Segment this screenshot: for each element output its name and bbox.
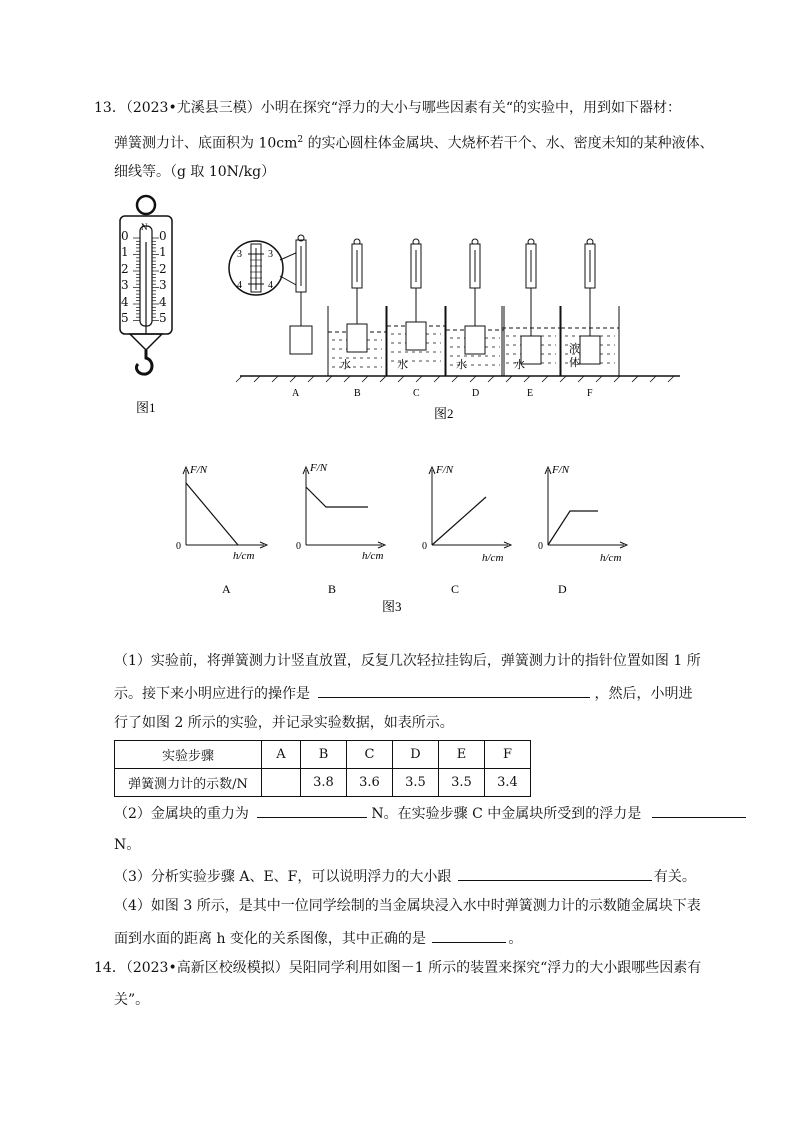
- fig2-liquid-f2: 体: [569, 357, 580, 369]
- fig2-beaker-setup: [446, 239, 504, 376]
- table-cell: 3.4: [485, 769, 531, 797]
- fig1-right-tick: 5: [159, 311, 167, 326]
- q13-stem-sup: 2: [297, 135, 304, 145]
- answer-blank-2[interactable]: [257, 803, 367, 818]
- fig3-d-yaxis: F/N: [552, 464, 570, 476]
- fig3-a-xaxis: h/cm: [233, 550, 255, 562]
- fig2-liquid-f1: 液: [569, 343, 580, 355]
- fig3-a-origin: 0: [176, 541, 181, 552]
- fig2-water-c: 水: [397, 359, 408, 371]
- fig3-a-label: A: [222, 582, 231, 596]
- table-cell: 3.8: [301, 769, 347, 797]
- fig2-water-b: 水: [340, 359, 351, 371]
- fig3-c-label: C: [451, 582, 460, 596]
- q14-stem-line1: [94, 958, 701, 978]
- fig3-a-yaxis: F/N: [190, 464, 208, 476]
- q13-stem-line1: [94, 98, 681, 118]
- fig3-b-yaxis: F/N: [310, 462, 328, 474]
- fig3-c-line: [432, 497, 486, 545]
- fig1-left-tick: 1: [121, 245, 129, 260]
- q13-part4-line2: [114, 928, 522, 949]
- answer-blank-3[interactable]: [652, 803, 746, 818]
- fig3-d-line: [548, 511, 598, 545]
- table-cell: 弹簧测力计的示数/N: [115, 769, 262, 797]
- experiment-data-table: [114, 740, 531, 797]
- q14-stem-line2: [114, 990, 149, 1010]
- table-cell: E: [439, 741, 485, 769]
- fig1-caption: 图1: [136, 400, 156, 415]
- figure-3-graphs: [160, 455, 640, 615]
- fig1-right-tick: 3: [159, 278, 167, 293]
- fig1-left-tick: 2: [121, 261, 129, 276]
- q13-part3-text-b: 有关。: [653, 869, 696, 885]
- fig1-unit: N: [141, 222, 148, 232]
- table-cell: C: [347, 741, 393, 769]
- q13-stem-text2b: 的实心圆柱体金属块、大烧杯若干个、水、密度未知的某种液体、: [303, 135, 714, 152]
- fig1-right-tick: 4: [159, 294, 167, 309]
- q13-part2-line2: [114, 835, 140, 855]
- spring-scale-ring-icon: [137, 196, 155, 214]
- fig2-zoom-tick: 4: [237, 280, 242, 291]
- table-cell: 实验步骤: [115, 741, 262, 769]
- fig2-label-c: C: [413, 388, 420, 399]
- fig2-water-d: 水: [456, 359, 467, 371]
- q13-part2-text-a: （2）金属块的重力为: [114, 806, 249, 822]
- fig2-label-e: E: [527, 388, 534, 399]
- fig2-zoom-circle: [229, 241, 298, 295]
- fig1-right-ticks: [159, 228, 171, 326]
- answer-blank-5[interactable]: [432, 928, 506, 943]
- q13-part3-text-a: （3）分析实验步骤 A、E、F，可以说明浮力的大小跟: [114, 869, 452, 885]
- answer-blank-1[interactable]: [318, 683, 590, 698]
- q13-stem-line2: [114, 130, 714, 154]
- table-cell: 3.6: [347, 769, 393, 797]
- spring-scale-hook-icon: [136, 350, 152, 374]
- fig3-d-xaxis: h/cm: [600, 552, 622, 564]
- q13-part1-line3: [114, 713, 454, 733]
- fig1-right-tick: 0: [159, 229, 167, 243]
- q13-part1-text3: 行了如图 2 所示的实验，并记录实验数据，如表所示。: [114, 715, 454, 731]
- fig2-zoom-tick: 4: [268, 280, 273, 291]
- fig3-d-origin: 0: [538, 541, 543, 552]
- fig2-beaker-setup: [387, 239, 445, 376]
- fig3-caption: 图3: [382, 599, 402, 614]
- q14-stem-text2: 关”。: [114, 992, 150, 1008]
- fig2-caption: 图2: [434, 406, 454, 421]
- q13-stem-text3: 细线等。（g 取 10N/kg）: [114, 164, 276, 180]
- fig2-water-e: 水: [514, 359, 525, 371]
- fig2-label-b: B: [354, 388, 361, 399]
- fig3-b-xaxis: h/cm: [362, 550, 384, 562]
- q13-stem-text2a: 弹簧测力计、底面积为 10cm: [114, 135, 298, 152]
- q14-stem-text1: 吴阳同学利用如图－1 所示的装置来探究“浮力的大小跟哪些因素有: [288, 960, 702, 976]
- table-header-row: [115, 741, 531, 769]
- fig3-c-xaxis: h/cm: [482, 552, 504, 564]
- fig3-graph-d: [545, 467, 627, 548]
- table-cell: D: [393, 741, 439, 769]
- fig1-right-tick: 2: [159, 261, 167, 276]
- q13-stem-text1: 小明在探究“浮力的大小与哪些因素有关“的实验中，用到如下器材：: [260, 100, 682, 116]
- q13-source: （2023•尤溪县三模）: [125, 100, 261, 116]
- fig2-beaker-setup: [502, 239, 560, 376]
- q13-part2-text-c: N。: [114, 837, 141, 853]
- q13-part1-text2b: ，然后，小明进: [594, 686, 693, 702]
- fig1-left-tick: 3: [121, 278, 129, 293]
- q13-part4-text2a: 面到水面的距离 h 变化的关系图像，其中正确的是: [114, 931, 426, 947]
- q13-part1-text2a: 示。接下来小明应进行的操作是: [114, 686, 310, 702]
- fig3-b-label: B: [328, 582, 337, 596]
- table-cell: 3.5: [439, 769, 485, 797]
- q13-part1-text1: （1）实验前，将弹簧测力计竖直放置，反复几次轻拉挂钩后，弹簧测力计的指针位置如图 1 所: [114, 653, 701, 669]
- fig2-zoom-tick: 3: [237, 249, 242, 260]
- table-row: [115, 769, 531, 797]
- fig3-b-origin: 0: [296, 541, 301, 552]
- q13-part1-line1: [114, 651, 701, 671]
- fig1-left-tick: 4: [121, 294, 129, 309]
- q13-part3-line: [114, 866, 696, 887]
- fig3-b-line: [306, 487, 368, 507]
- fig3-c-origin: 0: [422, 541, 427, 552]
- fig2-beaker-setup: [328, 239, 386, 376]
- q13-number: 13．: [94, 100, 126, 116]
- fig2-label-a: A: [292, 388, 300, 399]
- figure-2-setup: [220, 230, 680, 430]
- fig2-setup-a: [290, 235, 312, 354]
- table-cell: B: [301, 741, 347, 769]
- table-cell: A: [262, 741, 301, 769]
- q13-part2-line1: [114, 803, 746, 824]
- q14-source: （2023•高新区校级模拟）: [125, 960, 289, 976]
- q13-part1-line2: [114, 683, 692, 704]
- fig3-c-yaxis: F/N: [436, 464, 454, 476]
- fig1-left-tick: 5: [121, 311, 129, 326]
- fig1-left-tick: 0: [121, 229, 129, 243]
- q13-part4-text2b: 。: [508, 931, 523, 947]
- fig3-a-line: [186, 483, 238, 545]
- table-cell: [262, 769, 301, 797]
- q13-part4-text1: （4）如图 3 所示，是其中一位同学绘制的当金属块浸入水中时弹簧测力计的示数随金属块下表: [114, 898, 701, 914]
- q13-part4-line1: [114, 896, 701, 916]
- q13-stem-line3: [114, 162, 275, 182]
- fig1-right-tick: 1: [159, 245, 167, 260]
- fig2-label-d: D: [472, 388, 480, 399]
- fig3-graph-b: [303, 467, 385, 548]
- q13-part2-text-b: N。在实验步骤 C 中金属块所受到的浮力是: [371, 806, 642, 822]
- q14-number: 14．: [94, 960, 126, 976]
- table-cell: F: [485, 741, 531, 769]
- fig2-zoom-tick: 3: [268, 249, 273, 260]
- fig2-label-f: F: [587, 388, 593, 399]
- fig3-graph-a: [183, 467, 267, 548]
- fig3-graph-c: [429, 467, 511, 548]
- fig1-left-ticks: [121, 228, 133, 326]
- fig3-d-label: D: [558, 582, 567, 596]
- table-cell: 3.5: [393, 769, 439, 797]
- fig2-beaker-setup: [561, 239, 619, 376]
- answer-blank-4[interactable]: [458, 866, 652, 881]
